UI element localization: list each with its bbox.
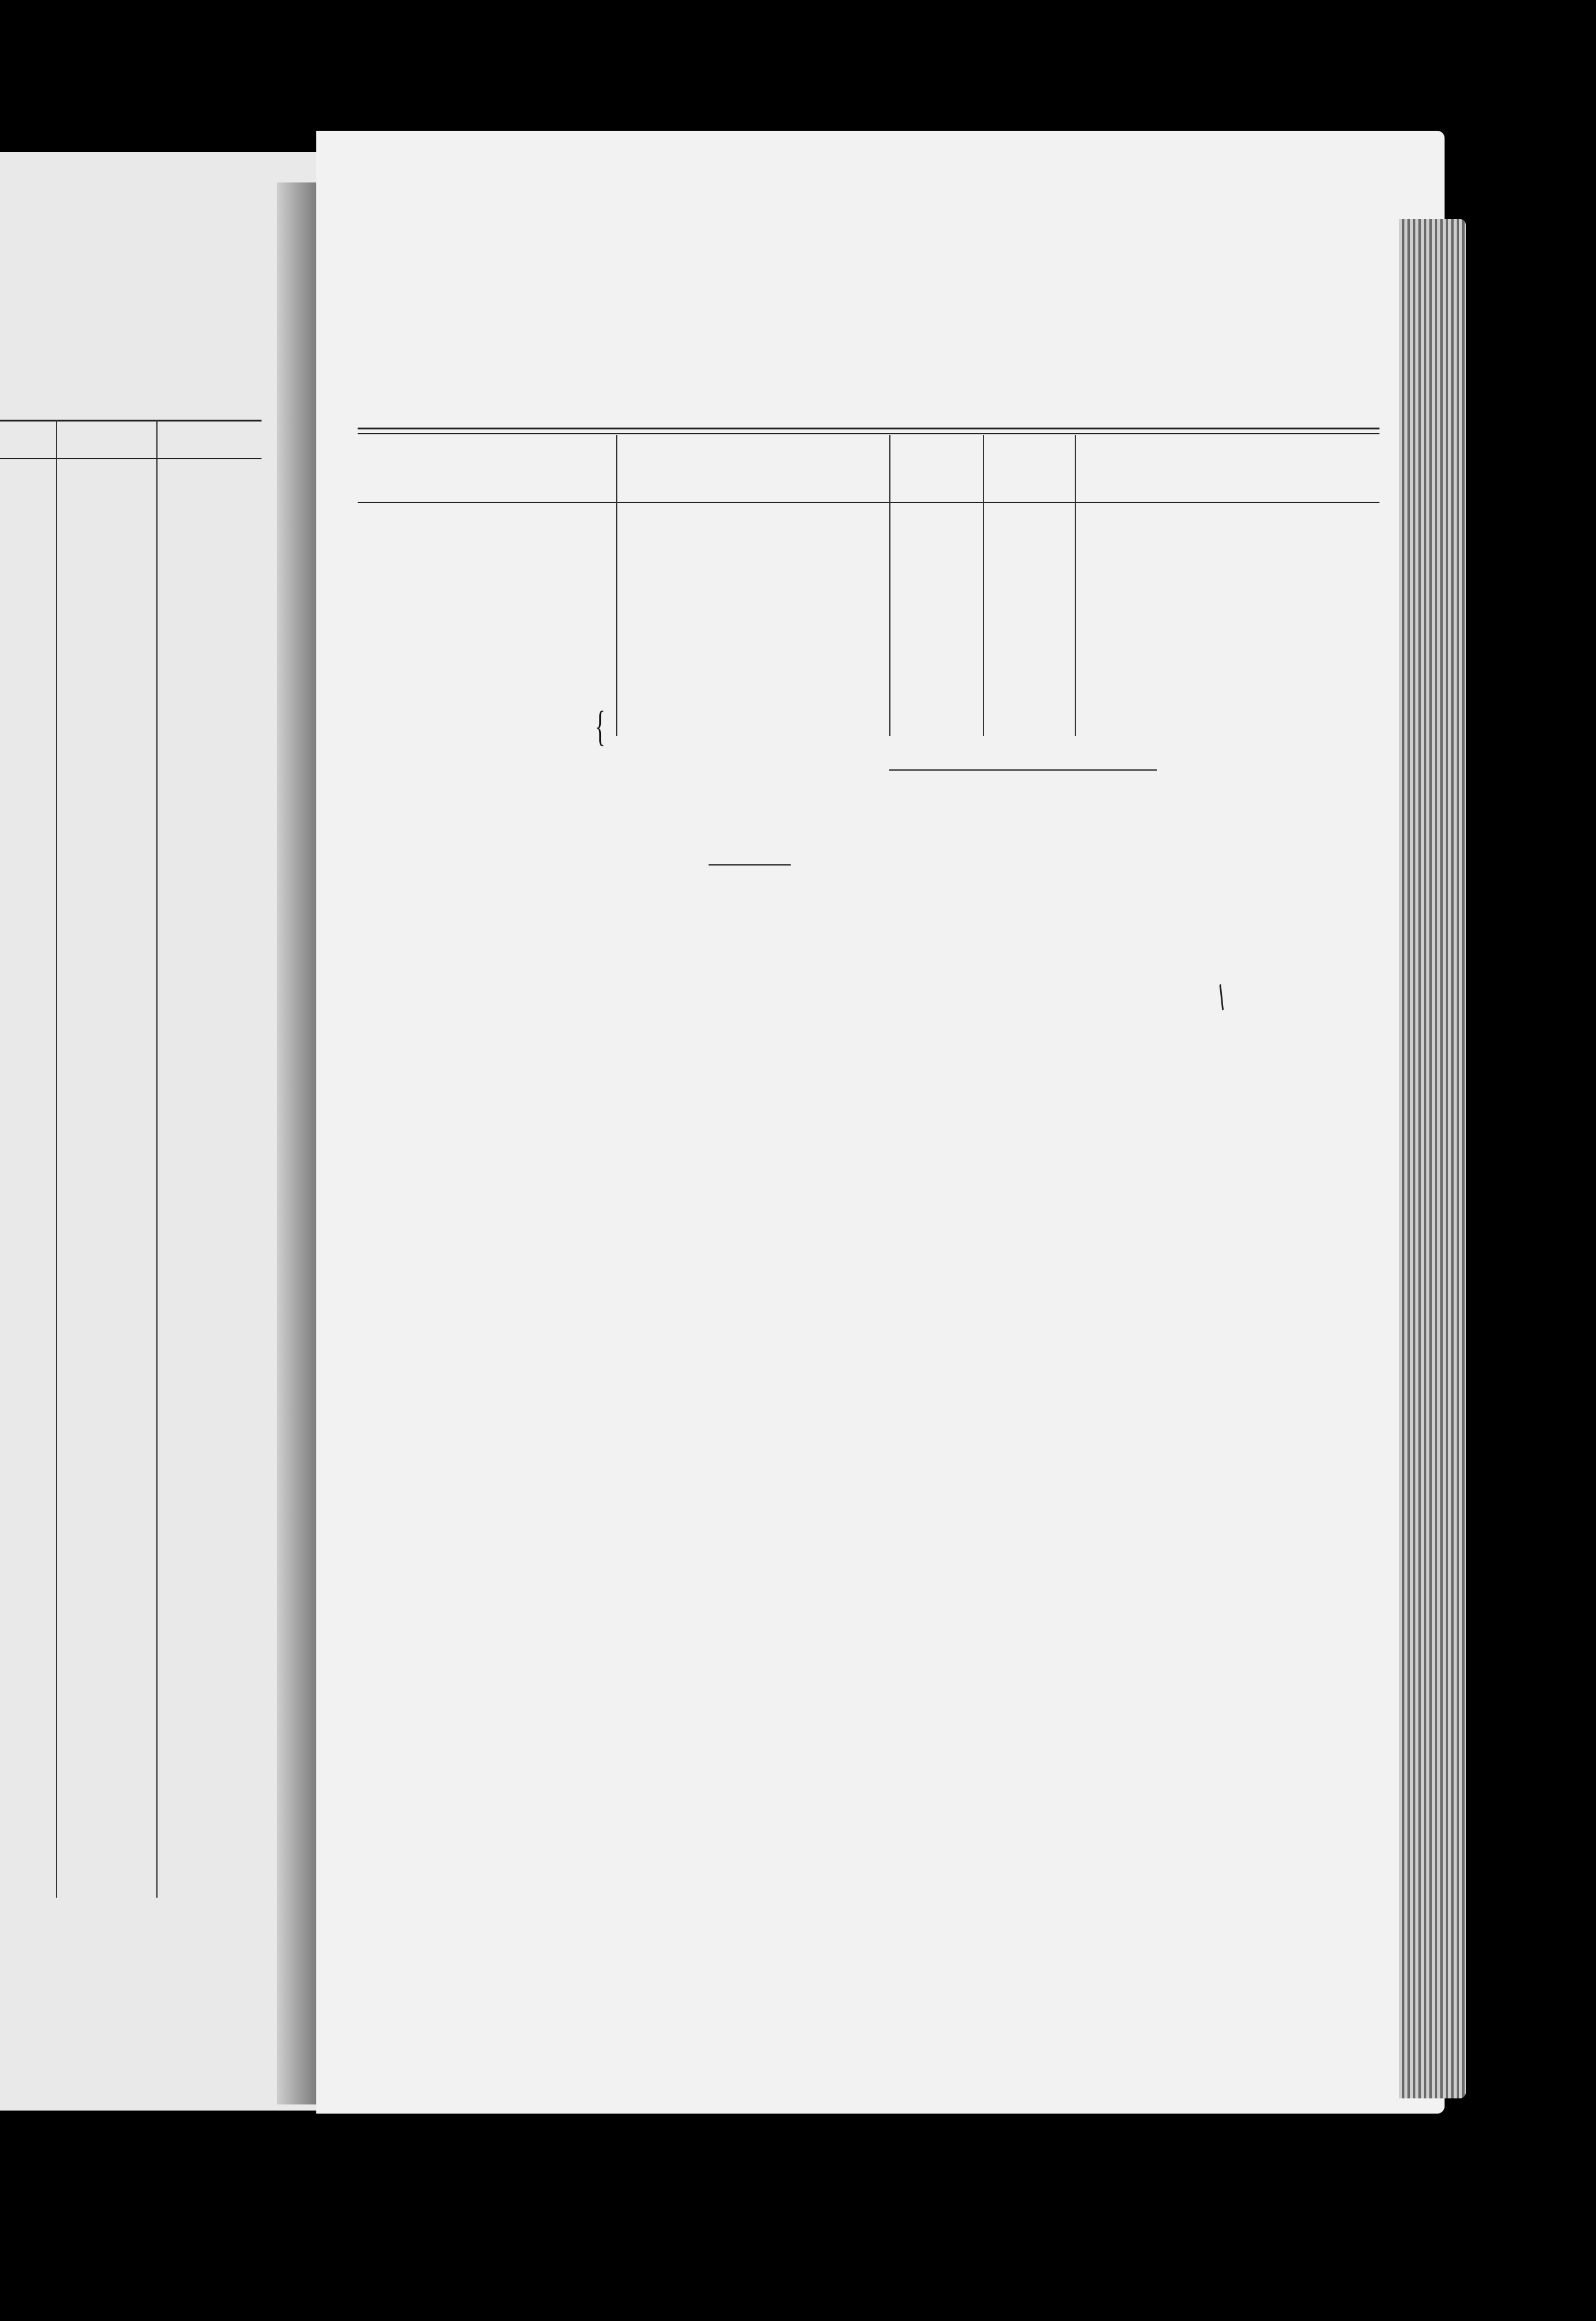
page-content bbox=[316, 131, 1445, 2114]
left-table-header bbox=[0, 420, 262, 459]
column-rule bbox=[616, 435, 617, 736]
column-rule bbox=[156, 420, 158, 1898]
page-edges bbox=[1399, 219, 1466, 2098]
table-top-rule bbox=[358, 428, 1379, 429]
header-bottom-rule bbox=[358, 502, 1379, 503]
totals-rule bbox=[889, 769, 1157, 771]
brace-mark: { bbox=[595, 703, 606, 750]
right-page bbox=[316, 131, 1445, 2114]
column-rule bbox=[1075, 435, 1076, 736]
left-page-table bbox=[0, 420, 262, 459]
column-rule bbox=[983, 435, 984, 736]
pencil-check-mark: / bbox=[1208, 976, 1235, 1018]
column-rule bbox=[56, 420, 57, 1898]
table-top-rule bbox=[358, 433, 1379, 434]
divider bbox=[709, 864, 791, 866]
column-rule bbox=[889, 435, 890, 736]
